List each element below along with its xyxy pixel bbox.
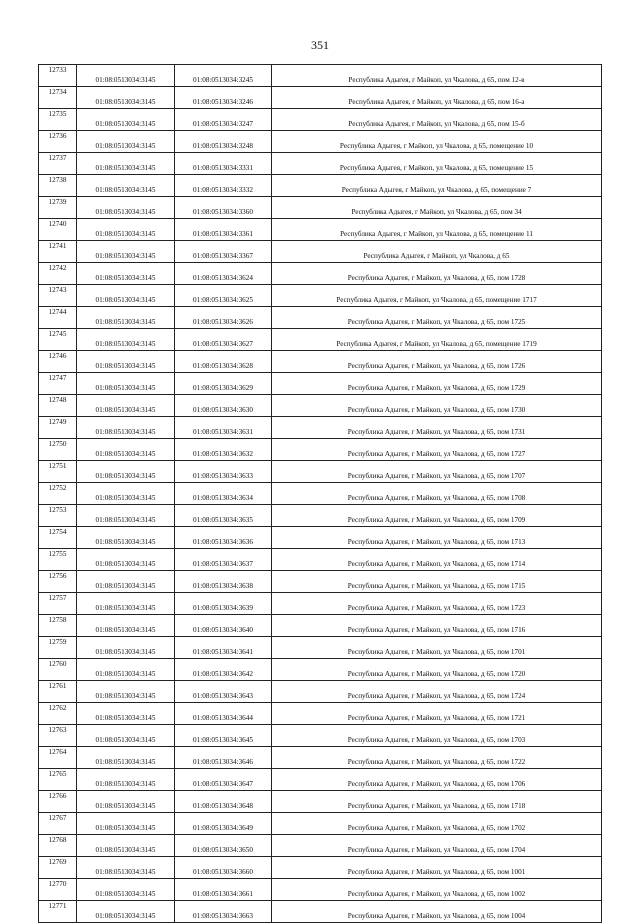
cadastral-number-cell: 01:08:0513034:3641	[175, 637, 272, 659]
row-number-cell: 12745	[39, 329, 77, 351]
row-number-cell: 12770	[39, 879, 77, 901]
address-cell: Республика Адыгея, г Майкоп, ул Чкалова, д 65, пом 1002	[272, 879, 602, 901]
table-row	[39, 175, 602, 197]
cadastral-number-cell: 01:08:0513034:3638	[175, 571, 272, 593]
row-number-cell: 12742	[39, 263, 77, 285]
table-row	[39, 835, 602, 857]
cadastral-number-cell: 01:08:0513034:3631	[175, 417, 272, 439]
cadastral-number-cell: 01:08:0513034:3367	[175, 241, 272, 263]
address-cell: Республика Адыгея, г Майкоп, ул Чкалова, д 65, пом 16-а	[272, 87, 602, 109]
row-number-cell: 12744	[39, 307, 77, 329]
parent-cadastral-cell: 01:08:0513034:3145	[77, 87, 175, 109]
table-row	[39, 461, 602, 483]
cadastral-number-cell: 01:08:0513034:3246	[175, 87, 272, 109]
page-number: 351	[311, 38, 329, 52]
registry-table	[38, 64, 602, 923]
table-row	[39, 263, 602, 285]
address-cell: Республика Адыгея, г Майкоп, ул Чкалова, д 65, пом 1714	[272, 549, 602, 571]
table-row	[39, 307, 602, 329]
parent-cadastral-cell: 01:08:0513034:3145	[77, 769, 175, 791]
row-number-cell: 12767	[39, 813, 77, 835]
cadastral-number-cell: 01:08:0513034:3361	[175, 219, 272, 241]
table-row	[39, 813, 602, 835]
table-row	[39, 549, 602, 571]
cadastral-number-cell: 01:08:0513034:3630	[175, 395, 272, 417]
row-number-cell: 12761	[39, 681, 77, 703]
address-cell: Республика Адыгея, г Майкоп, ул Чкалова, д 65, пом 1731	[272, 417, 602, 439]
address-cell: Республика Адыгея, г Майкоп, ул Чкалова, д 65, пом 1706	[272, 769, 602, 791]
cadastral-number-cell: 01:08:0513034:3660	[175, 857, 272, 879]
parent-cadastral-cell: 01:08:0513034:3145	[77, 549, 175, 571]
cadastral-number-cell: 01:08:0513034:3332	[175, 175, 272, 197]
row-number-cell: 12736	[39, 131, 77, 153]
parent-cadastral-cell: 01:08:0513034:3145	[77, 505, 175, 527]
parent-cadastral-cell: 01:08:0513034:3145	[77, 109, 175, 131]
row-number-cell: 12741	[39, 241, 77, 263]
address-cell: Республика Адыгея, г Майкоп, ул Чкалова, д 65, пом 1725	[272, 307, 602, 329]
table-row	[39, 439, 602, 461]
parent-cadastral-cell: 01:08:0513034:3145	[77, 395, 175, 417]
table-row	[39, 901, 602, 923]
parent-cadastral-cell: 01:08:0513034:3145	[77, 439, 175, 461]
row-number-cell: 12762	[39, 703, 77, 725]
row-number-cell: 12771	[39, 901, 77, 923]
address-cell: Республика Адыгея, г Майкоп, ул Чкалова, д 65, пом 1004	[272, 901, 602, 923]
parent-cadastral-cell: 01:08:0513034:3145	[77, 725, 175, 747]
row-number-cell: 12751	[39, 461, 77, 483]
registry-table-body	[39, 65, 602, 923]
address-cell: Республика Адыгея, г Майкоп, ул Чкалова, д 65, пом 1729	[272, 373, 602, 395]
cadastral-number-cell: 01:08:0513034:3644	[175, 703, 272, 725]
cadastral-number-cell: 01:08:0513034:3640	[175, 615, 272, 637]
table-row	[39, 219, 602, 241]
address-cell: Республика Адыгея, г Майкоп, ул Чкалова, д 65, пом 1713	[272, 527, 602, 549]
address-cell: Республика Адыгея, г Майкоп, ул Чкалова, д 65	[272, 241, 602, 263]
address-cell: Республика Адыгея, г Майкоп, ул Чкалова, д 65, пом 12-в	[272, 65, 602, 87]
parent-cadastral-cell: 01:08:0513034:3145	[77, 417, 175, 439]
table-row	[39, 373, 602, 395]
cadastral-number-cell: 01:08:0513034:3636	[175, 527, 272, 549]
row-number-cell: 12740	[39, 219, 77, 241]
address-cell: Республика Адыгея, г Майкоп, ул Чкалова, д 65, пом 1715	[272, 571, 602, 593]
parent-cadastral-cell: 01:08:0513034:3145	[77, 615, 175, 637]
row-number-cell: 12759	[39, 637, 77, 659]
table-row	[39, 351, 602, 373]
cadastral-number-cell: 01:08:0513034:3649	[175, 813, 272, 835]
row-number-cell: 12746	[39, 351, 77, 373]
table-row	[39, 703, 602, 725]
parent-cadastral-cell: 01:08:0513034:3145	[77, 241, 175, 263]
table-row	[39, 791, 602, 813]
parent-cadastral-cell: 01:08:0513034:3145	[77, 791, 175, 813]
table-row	[39, 483, 602, 505]
table-row	[39, 395, 602, 417]
table-row	[39, 329, 602, 351]
row-number-cell: 12747	[39, 373, 77, 395]
address-cell: Республика Адыгея, г Майкоп, ул Чкалова, д 65, пом 1726	[272, 351, 602, 373]
cadastral-number-cell: 01:08:0513034:3331	[175, 153, 272, 175]
cadastral-number-cell: 01:08:0513034:3646	[175, 747, 272, 769]
address-cell: Республика Адыгея, г Майкоп, ул Чкалова, д 65, пом 1001	[272, 857, 602, 879]
row-number-cell: 12756	[39, 571, 77, 593]
row-number-cell: 12763	[39, 725, 77, 747]
table-row	[39, 747, 602, 769]
parent-cadastral-cell: 01:08:0513034:3145	[77, 901, 175, 923]
cadastral-number-cell: 01:08:0513034:3624	[175, 263, 272, 285]
table-row	[39, 615, 602, 637]
parent-cadastral-cell: 01:08:0513034:3145	[77, 329, 175, 351]
address-cell: Республика Адыгея, г Майкоп, ул Чкалова, д 65, пом 15-б	[272, 109, 602, 131]
parent-cadastral-cell: 01:08:0513034:3145	[77, 527, 175, 549]
address-cell: Республика Адыгея, г Майкоп, ул Чкалова, д 65, помещение 1719	[272, 329, 602, 351]
address-cell: Республика Адыгея, г Майкоп, ул Чкалова, д 65, пом 1718	[272, 791, 602, 813]
table-row	[39, 637, 602, 659]
row-number-cell: 12765	[39, 769, 77, 791]
row-number-cell: 12748	[39, 395, 77, 417]
row-number-cell: 12754	[39, 527, 77, 549]
cadastral-number-cell: 01:08:0513034:3626	[175, 307, 272, 329]
parent-cadastral-cell: 01:08:0513034:3145	[77, 571, 175, 593]
cadastral-number-cell: 01:08:0513034:3633	[175, 461, 272, 483]
address-cell: Республика Адыгея, г Майкоп, ул Чкалова, д 65, пом 1702	[272, 813, 602, 835]
row-number-cell: 12749	[39, 417, 77, 439]
cadastral-number-cell: 01:08:0513034:3643	[175, 681, 272, 703]
table-row	[39, 769, 602, 791]
address-cell: Республика Адыгея, г Майкоп, ул Чкалова, д 65, пом 1703	[272, 725, 602, 747]
table-row	[39, 857, 602, 879]
cadastral-number-cell: 01:08:0513034:3663	[175, 901, 272, 923]
parent-cadastral-cell: 01:08:0513034:3145	[77, 175, 175, 197]
row-number-cell: 12758	[39, 615, 77, 637]
cadastral-number-cell: 01:08:0513034:3639	[175, 593, 272, 615]
parent-cadastral-cell: 01:08:0513034:3145	[77, 857, 175, 879]
parent-cadastral-cell: 01:08:0513034:3145	[77, 65, 175, 87]
cadastral-number-cell: 01:08:0513034:3650	[175, 835, 272, 857]
address-cell: Республика Адыгея, г Майкоп, ул Чкалова, д 65, пом 1709	[272, 505, 602, 527]
parent-cadastral-cell: 01:08:0513034:3145	[77, 351, 175, 373]
address-cell: Республика Адыгея, г Майкоп, ул Чкалова, д 65, пом 1707	[272, 461, 602, 483]
parent-cadastral-cell: 01:08:0513034:3145	[77, 681, 175, 703]
table-row	[39, 879, 602, 901]
row-number-cell: 12753	[39, 505, 77, 527]
table-row	[39, 505, 602, 527]
address-cell: Республика Адыгея, г Майкоп, ул Чкалова, д 65, пом 1716	[272, 615, 602, 637]
row-number-cell: 12734	[39, 87, 77, 109]
row-number-cell: 12757	[39, 593, 77, 615]
cadastral-number-cell: 01:08:0513034:3635	[175, 505, 272, 527]
table-row	[39, 131, 602, 153]
parent-cadastral-cell: 01:08:0513034:3145	[77, 131, 175, 153]
table-row	[39, 593, 602, 615]
address-cell: Республика Адыгея, г Майкоп, ул Чкалова, д 65, пом 34	[272, 197, 602, 219]
parent-cadastral-cell: 01:08:0513034:3145	[77, 659, 175, 681]
cadastral-number-cell: 01:08:0513034:3360	[175, 197, 272, 219]
parent-cadastral-cell: 01:08:0513034:3145	[77, 153, 175, 175]
address-cell: Республика Адыгея, г Майкоп, ул Чкалова, д 65, помещение 15	[272, 153, 602, 175]
cadastral-number-cell: 01:08:0513034:3634	[175, 483, 272, 505]
row-number-cell: 12739	[39, 197, 77, 219]
row-number-cell: 12752	[39, 483, 77, 505]
table-row	[39, 65, 602, 87]
table-row	[39, 571, 602, 593]
parent-cadastral-cell: 01:08:0513034:3145	[77, 197, 175, 219]
table-row	[39, 241, 602, 263]
address-cell: Республика Адыгея, г Майкоп, ул Чкалова, д 65, пом 1720	[272, 659, 602, 681]
table-row	[39, 659, 602, 681]
parent-cadastral-cell: 01:08:0513034:3145	[77, 703, 175, 725]
row-number-cell: 12769	[39, 857, 77, 879]
cadastral-number-cell: 01:08:0513034:3248	[175, 131, 272, 153]
parent-cadastral-cell: 01:08:0513034:3145	[77, 263, 175, 285]
table-row	[39, 153, 602, 175]
address-cell: Республика Адыгея, г Майкоп, ул Чкалова, д 65, пом 1708	[272, 483, 602, 505]
cadastral-number-cell: 01:08:0513034:3645	[175, 725, 272, 747]
address-cell: Республика Адыгея, г Майкоп, ул Чкалова, д 65, помещение 10	[272, 131, 602, 153]
row-number-cell: 12755	[39, 549, 77, 571]
parent-cadastral-cell: 01:08:0513034:3145	[77, 483, 175, 505]
cadastral-number-cell: 01:08:0513034:3632	[175, 439, 272, 461]
parent-cadastral-cell: 01:08:0513034:3145	[77, 373, 175, 395]
cadastral-number-cell: 01:08:0513034:3661	[175, 879, 272, 901]
parent-cadastral-cell: 01:08:0513034:3145	[77, 637, 175, 659]
parent-cadastral-cell: 01:08:0513034:3145	[77, 879, 175, 901]
row-number-cell: 12743	[39, 285, 77, 307]
row-number-cell: 12768	[39, 835, 77, 857]
row-number-cell: 12750	[39, 439, 77, 461]
parent-cadastral-cell: 01:08:0513034:3145	[77, 747, 175, 769]
cadastral-number-cell: 01:08:0513034:3628	[175, 351, 272, 373]
cadastral-number-cell: 01:08:0513034:3625	[175, 285, 272, 307]
table-row	[39, 725, 602, 747]
parent-cadastral-cell: 01:08:0513034:3145	[77, 307, 175, 329]
cadastral-number-cell: 01:08:0513034:3627	[175, 329, 272, 351]
row-number-cell: 12760	[39, 659, 77, 681]
cadastral-number-cell: 01:08:0513034:3642	[175, 659, 272, 681]
address-cell: Республика Адыгея, г Майкоп, ул Чкалова, д 65, пом 1730	[272, 395, 602, 417]
parent-cadastral-cell: 01:08:0513034:3145	[77, 219, 175, 241]
address-cell: Республика Адыгея, г Майкоп, ул Чкалова, д 65, пом 1727	[272, 439, 602, 461]
row-number-cell: 12735	[39, 109, 77, 131]
parent-cadastral-cell: 01:08:0513034:3145	[77, 461, 175, 483]
table-row	[39, 109, 602, 131]
table-row	[39, 87, 602, 109]
cadastral-number-cell: 01:08:0513034:3637	[175, 549, 272, 571]
row-number-cell: 12733	[39, 65, 77, 87]
cadastral-number-cell: 01:08:0513034:3247	[175, 109, 272, 131]
parent-cadastral-cell: 01:08:0513034:3145	[77, 813, 175, 835]
address-cell: Республика Адыгея, г Майкоп, ул Чкалова, д 65, пом 1728	[272, 263, 602, 285]
cadastral-number-cell: 01:08:0513034:3648	[175, 791, 272, 813]
row-number-cell: 12766	[39, 791, 77, 813]
table-row	[39, 681, 602, 703]
address-cell: Республика Адыгея, г Майкоп, ул Чкалова, д 65, пом 1723	[272, 593, 602, 615]
row-number-cell: 12738	[39, 175, 77, 197]
address-cell: Республика Адыгея, г Майкоп, ул Чкалова, д 65, пом 1722	[272, 747, 602, 769]
table-row	[39, 527, 602, 549]
address-cell: Республика Адыгея, г Майкоп, ул Чкалова, д 65, пом 1721	[272, 703, 602, 725]
table-row	[39, 285, 602, 307]
address-cell: Республика Адыгея, г Майкоп, ул Чкалова, д 65, помещение 11	[272, 219, 602, 241]
parent-cadastral-cell: 01:08:0513034:3145	[77, 593, 175, 615]
address-cell: Республика Адыгея, г Майкоп, ул Чкалова, д 65, помещение 1717	[272, 285, 602, 307]
parent-cadastral-cell: 01:08:0513034:3145	[77, 835, 175, 857]
address-cell: Республика Адыгея, г Майкоп, ул Чкалова, д 65, пом 1704	[272, 835, 602, 857]
cadastral-number-cell: 01:08:0513034:3245	[175, 65, 272, 87]
cadastral-number-cell: 01:08:0513034:3647	[175, 769, 272, 791]
table-row	[39, 417, 602, 439]
address-cell: Республика Адыгея, г Майкоп, ул Чкалова, д 65, пом 1724	[272, 681, 602, 703]
cadastral-number-cell: 01:08:0513034:3629	[175, 373, 272, 395]
row-number-cell: 12764	[39, 747, 77, 769]
address-cell: Республика Адыгея, г Майкоп, ул Чкалова, д 65, пом 1701	[272, 637, 602, 659]
parent-cadastral-cell: 01:08:0513034:3145	[77, 285, 175, 307]
row-number-cell: 12737	[39, 153, 77, 175]
address-cell: Республика Адыгея, г Майкоп, ул Чкалова, д 65, помещение 7	[272, 175, 602, 197]
table-row	[39, 197, 602, 219]
